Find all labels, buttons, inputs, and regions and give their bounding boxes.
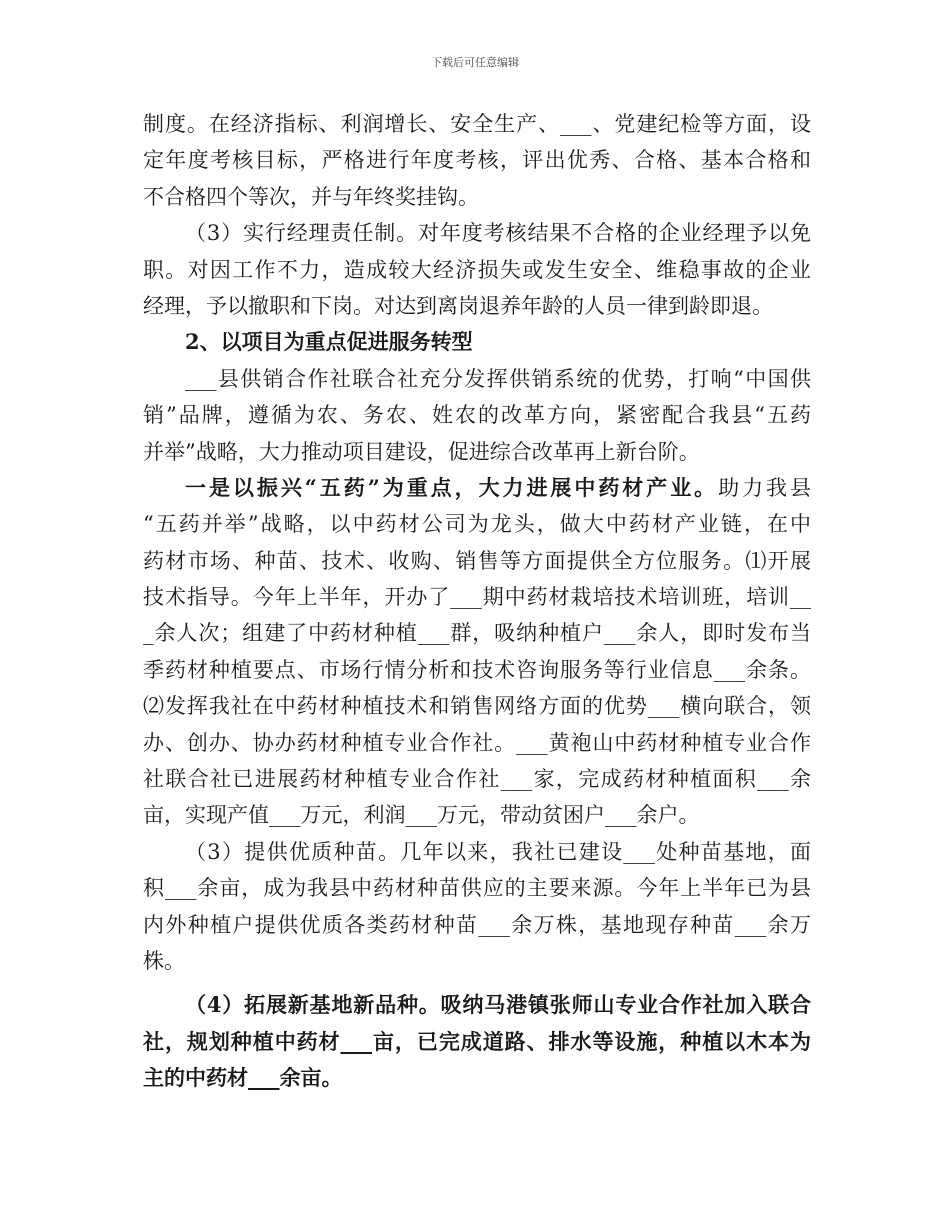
paragraph-line: _余人次；组建了中药材种植___群，吸纳种植户___余人，即时发布当 (143, 621, 811, 646)
paragraph-line: 季药材种植要点、市场行情分析和技术咨询服务等行业信息___余条。 (143, 657, 811, 682)
document-body (143, 106, 811, 1097)
paragraph-line-mixed (143, 470, 811, 506)
paragraph-line: 社联合社已进展药材种植专业合作社___家，完成药材种植面积___余 (143, 767, 811, 792)
paragraph-line: 职。对因工作不力，造成较大经济损失或发生安全、维稳事故的企业 (143, 257, 811, 282)
paragraph-line: 销”品牌，遵循为农、务农、姓农的改革方向，紧密配合我县“五药 (143, 403, 811, 428)
paragraph-line: 积___余亩，成为我县中药材种苗供应的主要来源。今年上半年已为县 (143, 876, 811, 901)
paragraph-line: ___县供销合作社联合社充分发挥供销系统的优势，打响“中国供 (185, 366, 811, 391)
paragraph-line: （3）实行经理责任制。对年度考核结果不合格的企业经理予以免 (185, 221, 811, 246)
paragraph-line: 办、创办、协办药材种植专业合作社。___黄袍山中药材种植专业合作 (143, 730, 811, 755)
bold-paragraph-line: （4）拓展新基地新品种。吸纳马港镇张师山专业合作社加入联合 (185, 992, 811, 1018)
paragraph-line: ⑵发挥我社在中药材种植技术和销售网络方面的优势___横向联合，领 (143, 694, 811, 719)
paragraph-line: 定年度考核目标，严格进行年度考核，评出优秀、合格、基本合格和 (143, 148, 811, 173)
paragraph-line: 制度。在经济指标、利润增长、安全生产、___、党建纪检等方面，设 (143, 112, 811, 136)
emphasis-heading: 一是以振兴“五药”为重点，大力进展中药材产业。 (185, 474, 719, 500)
paragraph-line: 技术指导。今年上半年，开办了___期中药材栽培技术培训班，培训__ (143, 585, 811, 610)
paragraph-text: 助力我县 (718, 475, 811, 500)
paragraph-line: “五药并举”战略，以中药材公司为龙头，做大中药材产业链，在中 (143, 512, 811, 537)
paragraph-line: 并举”战略，大力推动项目建设，促进综合改革再上新台阶。 (143, 439, 700, 464)
paragraph-line: 不合格四个等次，并与年终奖挂钩。 (143, 184, 479, 209)
section-heading: 2、以项目为重点促进服务转型 (185, 329, 473, 355)
paragraph-line: 亩，实现产值___万元，利润___万元，带动贫困户___余户。 (143, 803, 700, 828)
bold-paragraph-line: 社，规划种植中药材___亩，已完成道路、排水等设施，种植以木本为 (143, 1028, 811, 1054)
bold-paragraph-line: 主的中药材___余亩。 (143, 1065, 343, 1091)
paragraph-line: （3）提供优质种苗。几年以来，我社已建设___处种苗基地，面 (185, 839, 811, 864)
paragraph-line: 株。 (143, 948, 185, 973)
page-header: 下载后可任意编辑 (431, 56, 519, 69)
paragraph-line: 内外种植户提供优质各类药材种苗___余万株，基地现存种苗___余万 (143, 912, 811, 937)
paragraph-line: 经理，予以撤职和下岗。对达到离岗退养年龄的人员一律到龄即退。 (143, 293, 773, 318)
paragraph-line: 药材市场、种苗、技术、收购、销售等方面提供全方位服务。⑴开展 (143, 548, 811, 573)
paragraph-gap (143, 979, 811, 987)
